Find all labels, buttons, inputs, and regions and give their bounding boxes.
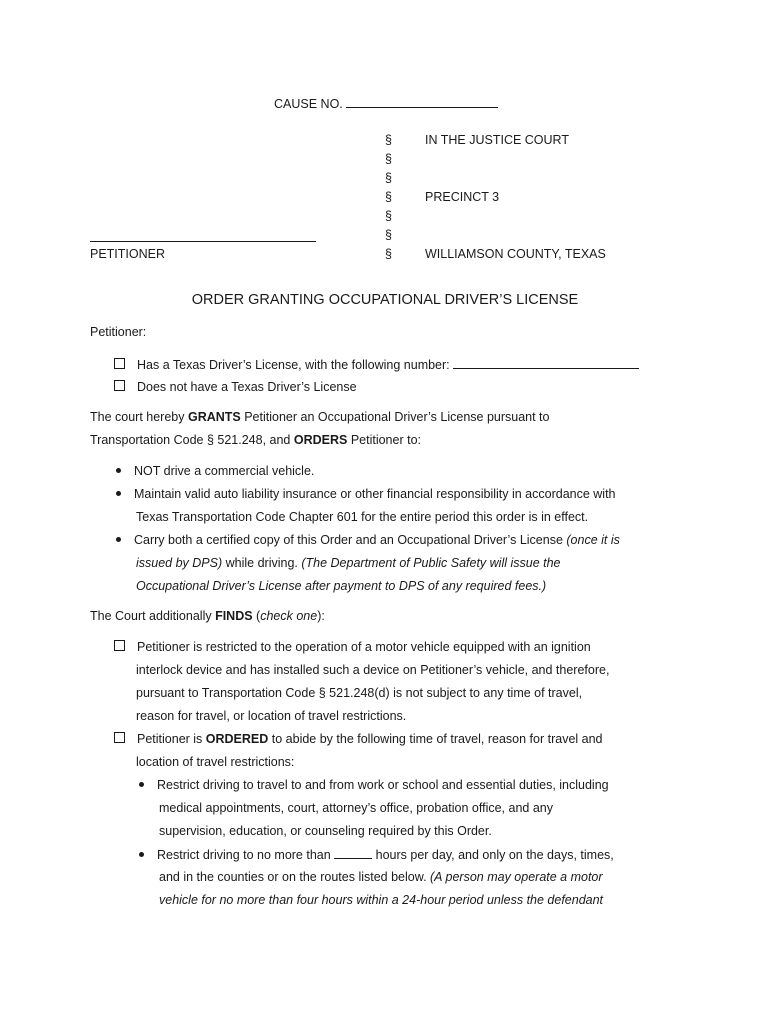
section-mark: § xyxy=(385,209,392,223)
license-option-has: Has a Texas Driver’s License, with the following number: xyxy=(114,357,639,372)
checkbox[interactable] xyxy=(114,732,125,743)
petitioner-name-blank xyxy=(90,241,316,242)
checkbox[interactable] xyxy=(114,380,125,391)
petitioner-heading: Petitioner: xyxy=(90,325,147,339)
section-mark: § xyxy=(385,228,392,242)
county: WILLIAMSON COUNTY, TEXAS xyxy=(425,247,606,261)
order-bullet: NOT drive a commercial vehicle. xyxy=(116,464,314,478)
document-title: ORDER GRANTING OCCUPATIONAL DRIVER’S LICENSE xyxy=(191,292,579,308)
restriction-bullet-cont: and in the counties or on the routes listed below. (A person may operate a motor xyxy=(159,870,603,884)
finds-heading: The Court additionally FINDS (check one): xyxy=(90,609,325,623)
section-mark: § xyxy=(385,190,392,204)
section-mark: § xyxy=(385,133,392,147)
restriction-bullet-cont: medical appointments, court, attorney’s office, probation office, and any xyxy=(159,801,553,815)
precinct: PRECINCT 3 xyxy=(425,190,500,204)
finding-option-interlock: Petitioner is restricted to the operation of a motor vehicle equipped with an ignition xyxy=(114,640,591,654)
finding-option-cont: location of travel restrictions: xyxy=(136,755,295,769)
restriction-bullet: Restrict driving to travel to and from work or school and essential duties, including xyxy=(139,778,609,792)
checkbox[interactable] xyxy=(114,358,125,369)
section-mark: § xyxy=(385,152,392,166)
checkbox[interactable] xyxy=(114,640,125,651)
order-bullet-cont: Texas Transportation Code Chapter 601 for the entire period this order is in effect. xyxy=(136,510,589,524)
grants-paragraph-line: The court hereby GRANTS Petitioner an Occupational Driver’s License pursuant to xyxy=(90,410,550,424)
cause-no-blank xyxy=(346,95,498,108)
finding-option-cont: reason for travel, or location of travel restrictions. xyxy=(136,709,407,723)
court-name: IN THE JUSTICE COURT xyxy=(425,133,569,147)
finding-option-cont: pursuant to Transportation Code § 521.248(d) is not subject to any time of travel, xyxy=(136,686,583,700)
section-mark: § xyxy=(385,171,392,185)
order-bullet-cont: issued by DPS) while driving. (The Department of Public Safety will issue the xyxy=(136,556,561,570)
cause-number xyxy=(274,95,498,111)
bullet-icon xyxy=(116,468,121,473)
license-option-none: Does not have a Texas Driver’s License xyxy=(114,380,357,394)
restriction-bullet: Restrict driving to no more than hours per day, and only on the days, times, xyxy=(139,847,614,862)
order-bullet: Maintain valid auto liability insurance or other financial responsibility in accordance with xyxy=(116,487,616,501)
bullet-icon xyxy=(139,852,144,857)
grants-paragraph-line: Transportation Code § 521.248, and ORDERS Petitioner to: xyxy=(90,433,421,447)
restriction-bullet-cont: vehicle for no more than four hours within a 24-hour period unless the defendant xyxy=(159,893,604,907)
section-mark: § xyxy=(385,247,392,261)
hours-blank xyxy=(334,847,372,859)
order-bullet-cont: Occupational Driver’s License after payment to DPS of any required fees.) xyxy=(136,579,547,593)
petitioner-label: PETITIONER xyxy=(90,247,166,261)
license-number-blank xyxy=(453,357,639,369)
order-bullet: Carry both a certified copy of this Order and an Occupational Driver’s License (once it is xyxy=(116,533,620,547)
cause-no-label: CAUSE NO. xyxy=(274,97,343,111)
bullet-icon xyxy=(116,537,121,542)
bullet-icon xyxy=(139,782,144,787)
bullet-icon xyxy=(116,491,121,496)
restriction-bullet-cont: supervision, education, or counseling required by this Order. xyxy=(159,824,492,838)
finding-option-restrictions: Petitioner is ORDERED to abide by the following time of travel, reason for travel and xyxy=(114,732,603,746)
finding-option-cont: interlock device and has installed such a device on Petitioner’s vehicle, and therefore, xyxy=(136,663,610,677)
